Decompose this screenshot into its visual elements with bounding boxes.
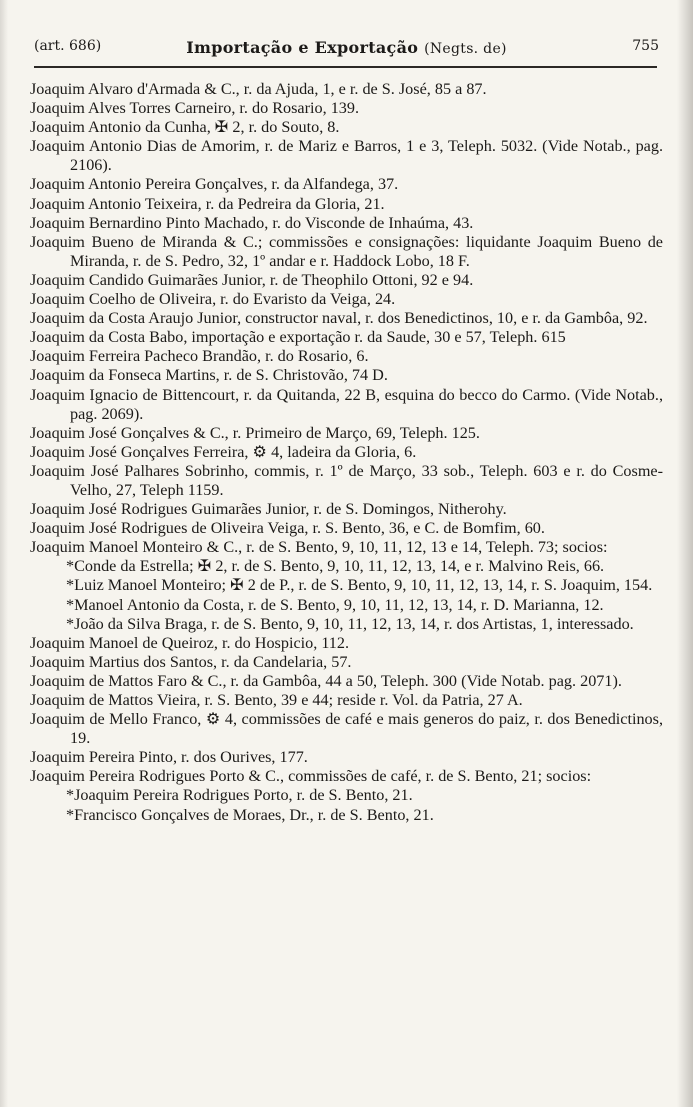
directory-entry: Joaquim Bueno de Miranda & C.; commissões e consignações: liquidante Joaquim Bueno de Miranda, r. de S. Pedro, 32, 1º andar e r. Haddock Lobo, 18 F. (30, 232, 663, 270)
directory-entry: Joaquim de Mello Franco, ⚙ 4, commissões de café e mais generos do paiz, r. dos Benedictinos, 19. (30, 710, 663, 748)
partner-entry: *Luiz Manoel Monteiro; ✠ 2 de P., r. de S. Bento, 9, 10, 11, 12, 13, 14, r. S. Joaquim, 154. (66, 576, 653, 595)
partner-entry: *Joaquim Pereira Rodrigues Porto, r. de S. Bento, 21. (66, 786, 413, 805)
directory-entry: Joaquim Candido Guimarães Junior, r. de Theophilo Ottoni, 92 e 94. (30, 270, 474, 289)
directory-entry: Joaquim de Mattos Faro & C., r. da Gambôa, 44 a 50, Teleph. 300 (Vide Notab. pag. 2071). (30, 671, 622, 690)
directory-entry: Joaquim Antonio Teixeira, r. da Pedreira da Gloria, 21. (30, 194, 385, 213)
section-title (30, 38, 663, 57)
section-title-sub: (Negts. de) (424, 41, 507, 57)
directory-entry: Joaquim Alves Torres Carneiro, r. do Rosario, 139. (30, 99, 360, 118)
directory-entry: Joaquim Pereira Rodrigues Porto & C., commissões de café, r. de S. Bento, 21; socios: (30, 767, 592, 786)
partner-entry: *Manoel Antonio da Costa, r. de S. Bento, 9, 10, 11, 12, 13, 14, r. D. Marianna, 12. (66, 595, 604, 614)
directory-entry: Joaquim da Costa Babo, importação e exportação r. da Saude, 30 e 57, Teleph. 615 (30, 328, 566, 347)
directory-entry: Joaquim Antonio da Cunha, ✠ 2, r. do Souto, 8. (30, 118, 340, 137)
section-title-main: Importação e Exportação (186, 38, 419, 57)
directory-entry: Joaquim Manoel de Queiroz, r. do Hospicio, 112. (30, 633, 350, 652)
partner-entry: *Francisco Gonçalves de Moraes, Dr., r. de S. Bento, 21. (66, 805, 434, 824)
directory-entry: Joaquim Alvaro d'Armada & C., r. da Ajuda, 1, e r. de S. José, 85 a 87. (30, 80, 487, 98)
directory-entry: Joaquim de Mattos Vieira, r. S. Bento, 39 e 44; reside r. Vol. da Patria, 27 A. (30, 691, 523, 709)
page-header (30, 38, 663, 62)
page-edge-right (677, 0, 693, 1107)
page-edge-left (0, 0, 8, 1107)
directory-entry: Joaquim José Rodrigues de Oliveira Veiga, r. S. Bento, 36, e C. de Bomfim, 60. (30, 519, 545, 538)
directory-entries (30, 80, 663, 825)
directory-entry: Joaquim Ignacio de Bittencourt, r. da Quitanda, 22 B, esquina do becco do Carmo. (Vide Notab., pag. 2069). (30, 385, 663, 423)
directory-entry: Joaquim da Costa Araujo Junior, constructor naval, r. dos Benedictinos, 10, e r. da Gambôa, 92. (30, 309, 648, 328)
directory-entry: Joaquim Antonio Dias de Amorim, r. de Mariz e Barros, 1 e 3, Teleph. 5032. (Vide Notab., pag. 2106). (30, 137, 663, 175)
header-rule (34, 66, 657, 68)
directory-entry: Joaquim José Rodrigues Guimarães Junior, r. de S. Domingos, Nitherohy. (30, 500, 507, 519)
page-number: 755 (632, 38, 659, 54)
directory-entry: Joaquim Ferreira Pacheco Brandão, r. do Rosario, 6. (30, 347, 369, 366)
partner-entry: *Conde da Estrella; ✠ 2, r. de S. Bento, 9, 10, 11, 12, 13, 14, e r. Malvino Reis, 66. (66, 557, 605, 576)
directory-entry: Joaquim José Palhares Sobrinho, commis, r. 1º de Março, 33 sob., Teleph. 603 e r. do Cosme-Velho, 27, Teleph 1159. (30, 461, 663, 499)
directory-entry: Joaquim Pereira Pinto, r. dos Ourives, 177. (30, 748, 308, 767)
directory-entry: Joaquim José Gonçalves & C., r. Primeiro de Março, 69, Teleph. 125. (30, 423, 480, 442)
directory-entry: Joaquim Martius dos Santos, r. da Candelaria, 57. (30, 652, 352, 671)
article-reference: (art. 686) (34, 38, 102, 54)
directory-entry: Joaquim José Gonçalves Ferreira, ⚙ 4, ladeira da Gloria, 6. (30, 442, 417, 461)
directory-entry: Joaquim Manoel Monteiro & C., r. de S. Bento, 9, 10, 11, 12, 13 e 14, Teleph. 73; socios: (30, 538, 608, 557)
directory-entry: Joaquim Antonio Pereira Gonçalves, r. da Alfandega, 37. (30, 175, 399, 194)
directory-entry: Joaquim Bernardino Pinto Machado, r. do Visconde de Inhaúma, 43. (30, 213, 474, 232)
directory-entry: Joaquim da Fonseca Martins, r. de S. Christovão, 74 D. (30, 366, 388, 385)
directory-entry: Joaquim Coelho de Oliveira, r. do Evaristo da Veiga, 24. (30, 290, 396, 309)
partner-entry: *João da Silva Braga, r. de S. Bento, 9, 10, 11, 12, 13, 14, r. dos Artistas, 1, interessado. (66, 614, 634, 633)
